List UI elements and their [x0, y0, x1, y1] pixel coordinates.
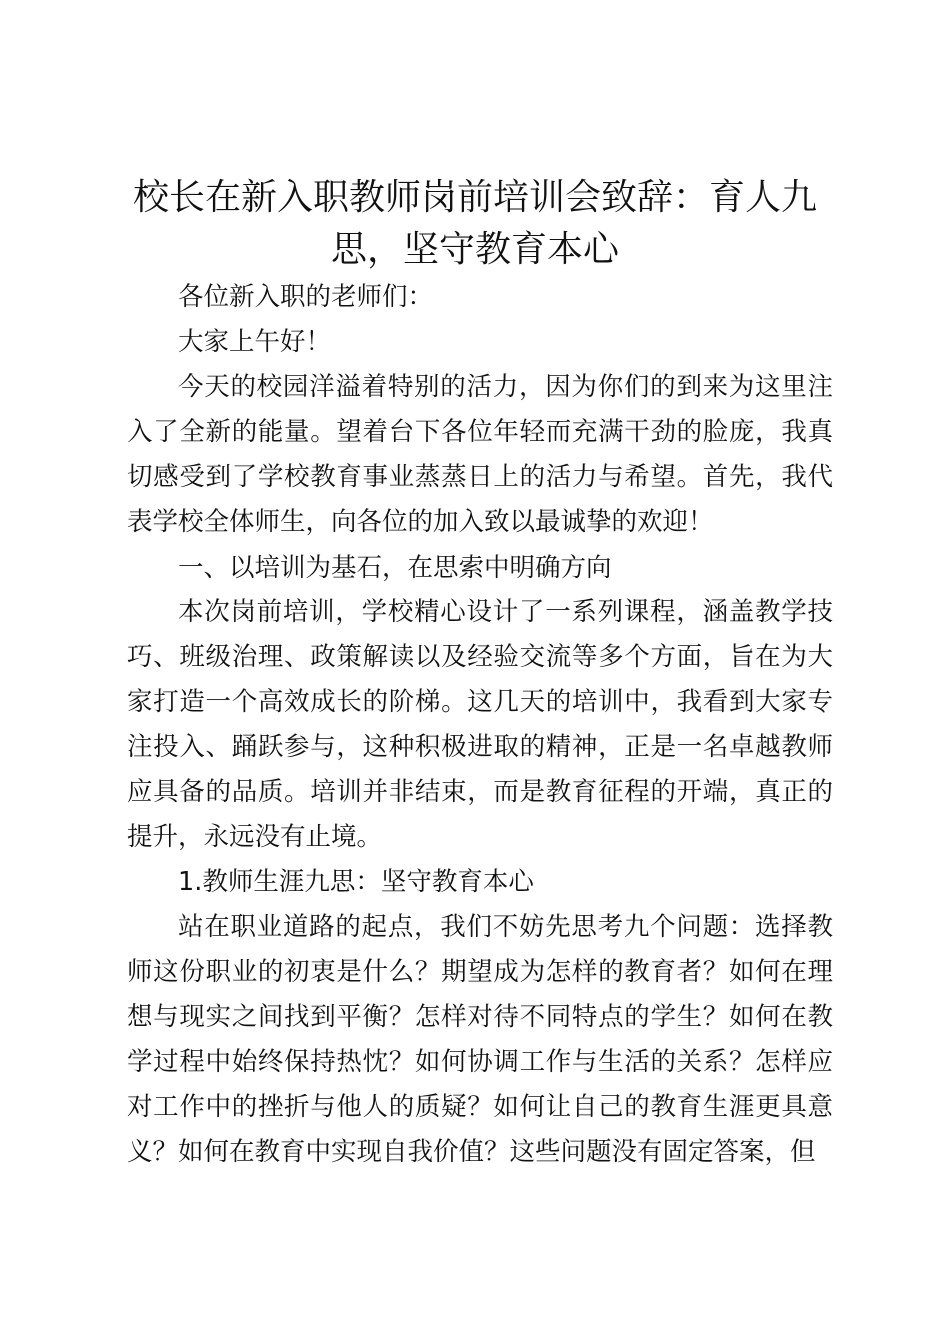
paragraph-training: 本次岗前培训，学校精心设计了一系列课程，涵盖教学技巧、班级治理、政策解读以及经验交流等多个方面，旨在为大家打造一个高效成长的阶梯。这几天的培训中，我看到大家专注投入、踊跃参与，这种积极进取的精神，正是一名卓越教师应具备的品质。培训并非结束，而是教育征程的开端，真正的提升，永远没有止境。 — [127, 597, 833, 852]
section-heading-1: 一、以培训为基石，在思索中明确方向 — [178, 553, 612, 582]
paragraph-welcome: 今天的校园洋溢着特别的活力，因为你们的到来为这里注入了全新的能量。望着台下各位年轻而充满干劲的脸庞，我真切感受到了学校教育事业蒸蒸日上的活力与希望。首先，我代表学校全体师生，向各位的加入致以最诚挚的欢迎！ — [127, 372, 833, 537]
subsection-heading-1: 1.教师生涯九思：坚守教育本心 — [178, 867, 534, 897]
document-body — [127, 275, 833, 1175]
greeting: 大家上午好！ — [178, 327, 332, 357]
document-title: 校长在新入职教师岗前培训会致辞：育人九思，坚守教育本心 — [132, 177, 817, 270]
paragraph-nine-questions: 站在职业道路的起点，我们不妨先思考九个问题：选择教师这份职业的初衷是什么？期望成为怎样的教育者？如何在理想与现实之间找到平衡？怎样对待不同特点的学生？如何在教学过程中始终保持热忱？如何协调工作与生活的关系？怎样应对工作中的挫折与他人的质疑？如何让自己的教育生涯更具意义？如何在教育中实现自我价值？这些问题没有固定答案，但 — [127, 912, 833, 1167]
salutation: 各位新入职的老师们： — [178, 282, 434, 312]
